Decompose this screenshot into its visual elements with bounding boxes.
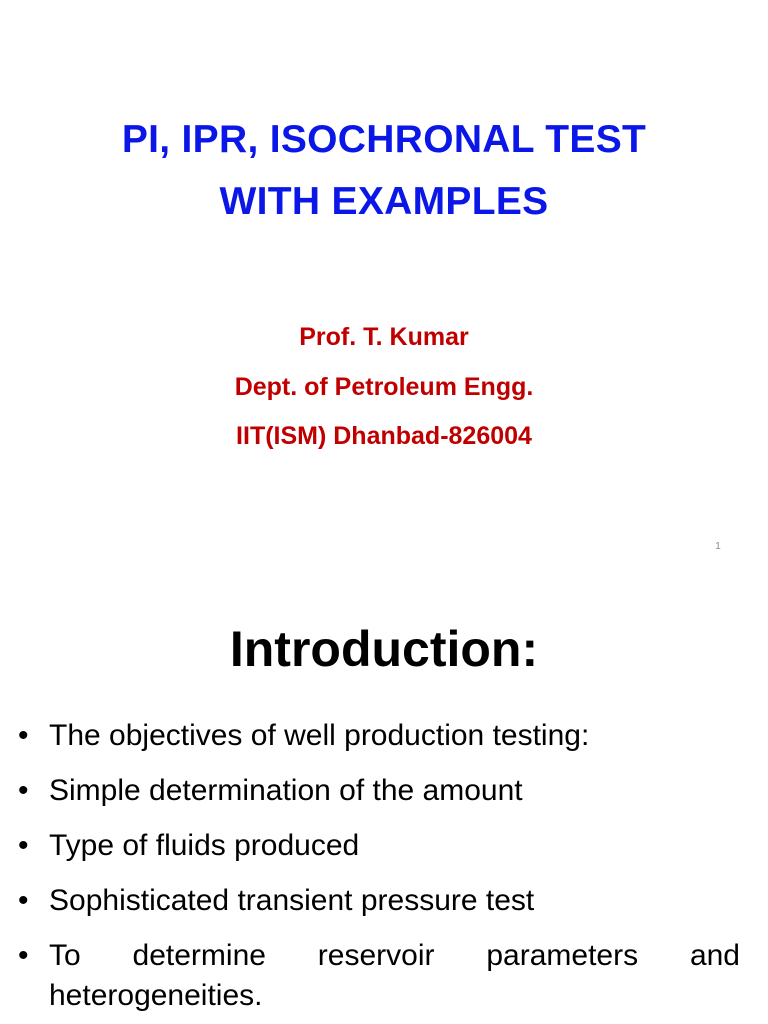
bullet-text: Simple determination of the amount	[49, 774, 523, 807]
author-name: Prof. T. Kumar	[299, 323, 469, 351]
bullet-item	[18, 716, 740, 756]
bullet-icon: •	[18, 939, 29, 972]
bullet-item	[18, 826, 740, 866]
bullet-text: The objectives of well production testing:	[49, 719, 590, 752]
section-heading: Introduction:	[229, 621, 539, 677]
bullet-list	[18, 716, 740, 1016]
page-number: 1	[715, 541, 721, 552]
bullet-icon: •	[18, 774, 29, 807]
bullet-item	[18, 881, 740, 921]
title-line-1: PI, IPR, ISOCHRONAL TEST	[121, 118, 647, 161]
bullet-icon: •	[18, 719, 29, 752]
bullet-icon: •	[18, 829, 29, 862]
title-line-2: WITH EXAMPLES	[219, 180, 549, 223]
bullet-text: Sophisticated transient pressure test	[49, 884, 535, 917]
author-institute: IIT(ISM) Dhanbad-826004	[236, 422, 532, 450]
bullet-item	[18, 771, 740, 811]
bullet-icon: •	[18, 884, 29, 917]
bullet-text: Type of fluids produced	[49, 829, 360, 862]
author-department: Dept. of Petroleum Engg.	[234, 373, 534, 401]
bullet-text: To determine reservoir parameters and heterogeneities.	[49, 939, 740, 1012]
bullet-item	[18, 936, 740, 1016]
